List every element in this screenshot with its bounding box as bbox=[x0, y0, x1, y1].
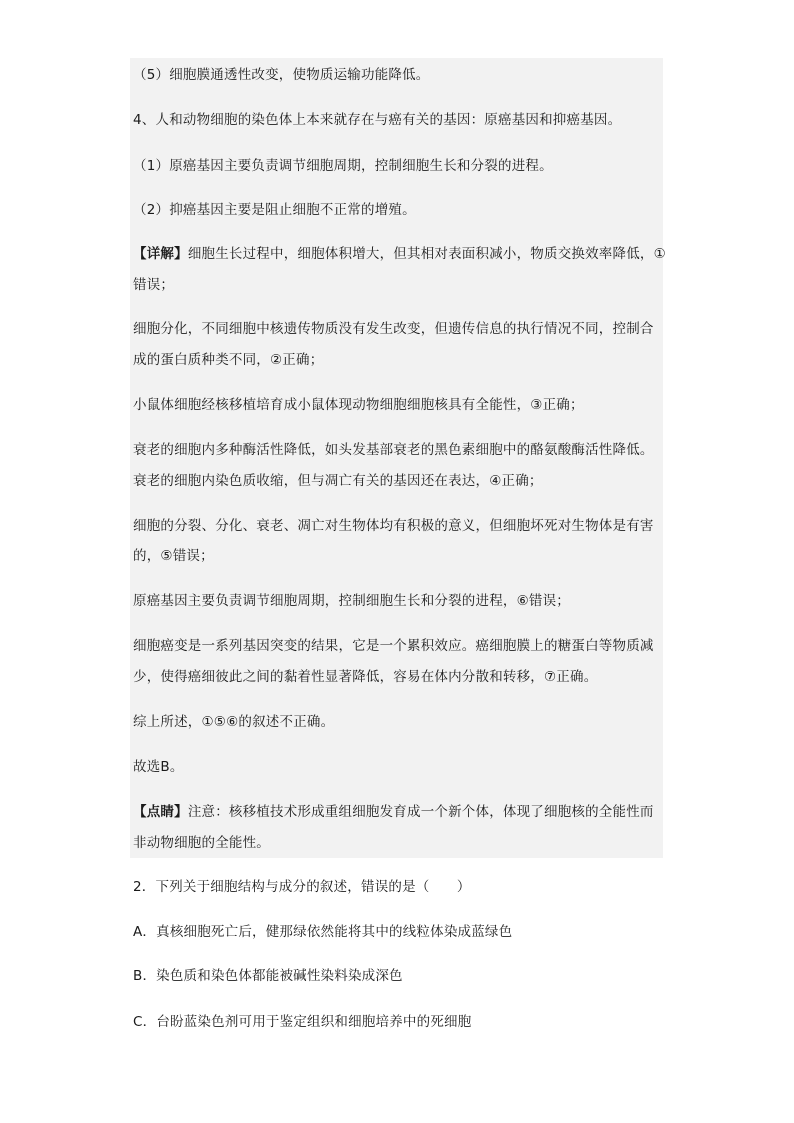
text-line: 细胞癌变是一系列基因突变的结果，它是一个累积效应。癌细胞膜上的糖蛋白等物质减 bbox=[133, 638, 654, 654]
text-line: 非动物细胞的全能性。 bbox=[133, 835, 270, 851]
text-line: 小鼠体细胞经核移植培育成小鼠体现动物细胞细胞核具有全能性，③正确； bbox=[133, 397, 584, 413]
detail-paragraph bbox=[133, 245, 666, 263]
text-line: （1）原癌基因主要负责调节细胞周期，控制细胞生长和分裂的进程。 bbox=[133, 158, 553, 174]
text-line: 成的蛋白质种类不同，②正确； bbox=[133, 352, 324, 368]
text-line: 细胞生长过程中，细胞体积增大，但其相对表面积减小，物质交换效率降低，① bbox=[187, 246, 666, 262]
option-b: B．染色质和染色体都能被碱性染料染成深色 bbox=[133, 968, 403, 984]
text-line: 的，⑤错误； bbox=[133, 548, 214, 564]
option-c: C．台盼蓝染色剂可用于鉴定组织和细胞培养中的死细胞 bbox=[133, 1014, 472, 1030]
text-line: 细胞的分裂、分化、衰老、凋亡对生物体均有积极的意义，但细胞坏死对生物体是有害 bbox=[133, 518, 654, 534]
text-line: （2）抑癌基因主要是阻止细胞不正常的增殖。 bbox=[133, 202, 416, 218]
text-line: （5）细胞膜通透性改变，使物质运输功能降低。 bbox=[133, 67, 430, 83]
text-line: 故选B。 bbox=[133, 759, 184, 775]
text-line: 注意：核移植技术形成重组细胞发育成一个新个体，体现了细胞核的全能性而 bbox=[187, 804, 654, 820]
option-a: A．真核细胞死亡后，健那绿依然能将其中的线粒体染成蓝绿色 bbox=[133, 924, 513, 940]
text-line: 细胞分化，不同细胞中核遗传物质没有发生改变，但遗传信息的执行情况不同，控制合 bbox=[133, 321, 654, 337]
question-stem: 2．下列关于细胞结构与成分的叙述，错误的是（ ） bbox=[133, 879, 471, 895]
comment-paragraph bbox=[133, 803, 654, 821]
text-line: 错误； bbox=[133, 277, 175, 293]
text-line: 衰老的细胞内染色质收缩，但与凋亡有关的基因还在表达，④正确； bbox=[133, 473, 543, 489]
text-line: 少，使得癌细彼此之间的黏着性显著降低，容易在体内分散和转移，⑦正确。 bbox=[133, 669, 598, 685]
comment-tag: 【点睛】 bbox=[133, 804, 188, 820]
text-line: 4、人和动物细胞的染色体上本来就存在与癌有关的基因：原癌基因和抑癌基因。 bbox=[133, 112, 622, 128]
text-line: 原癌基因主要负责调节细胞周期，控制细胞生长和分裂的进程，⑥错误； bbox=[133, 593, 571, 609]
text-line: 综上所述，①⑤⑥的叙述不正确。 bbox=[133, 714, 335, 730]
detail-tag: 【详解】 bbox=[133, 246, 188, 262]
text-line: 衰老的细胞内多种酶活性降低，如头发基部衰老的黑色素细胞中的酪氨酸酶活性降低。 bbox=[133, 442, 654, 458]
